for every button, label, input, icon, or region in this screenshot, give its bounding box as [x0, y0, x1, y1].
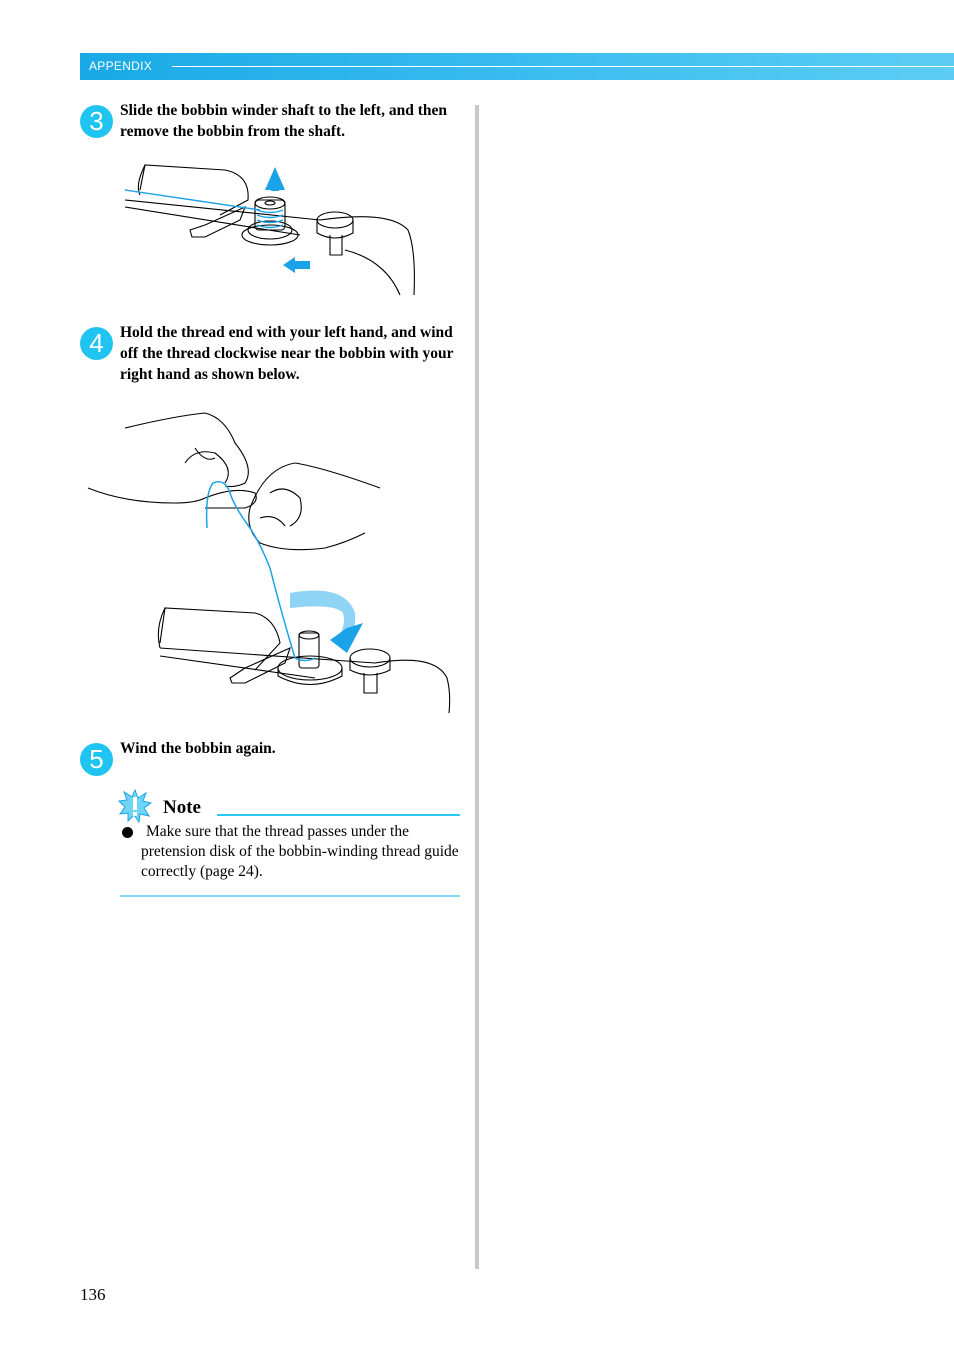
step-5-text: Wind the bobbin again. — [120, 740, 276, 757]
header-bar — [80, 53, 954, 80]
note-exclamation-icon — [118, 789, 152, 823]
thread-winding-illustration — [85, 408, 455, 716]
step-3-text: Slide the bobbin winder shaft to the left, and then remove the bobbin from the shaft. — [120, 102, 447, 140]
header-rule — [172, 66, 954, 67]
note-title: Note — [163, 797, 201, 818]
note-bottom-rule — [120, 895, 460, 897]
section-label: APPENDIX — [89, 59, 153, 73]
note-title-rule — [217, 814, 460, 816]
column-divider — [475, 105, 479, 1269]
step-4-text: Hold the thread end with your left hand, and wind off the thread clockwise near the bobbin with your right hand as shown below. — [120, 324, 454, 383]
bobbin-removal-illustration — [120, 155, 420, 300]
bullet-icon — [122, 827, 133, 838]
step-5-badge: 5 — [80, 743, 113, 776]
note-item: Make sure that the thread passes under the pretension disk of the bobbin-winding thread guide correctly (page 24). — [141, 823, 459, 880]
step-3-badge: 3 — [80, 105, 113, 138]
step-4-badge: 4 — [80, 327, 113, 360]
page-number: 136 — [80, 1285, 106, 1304]
